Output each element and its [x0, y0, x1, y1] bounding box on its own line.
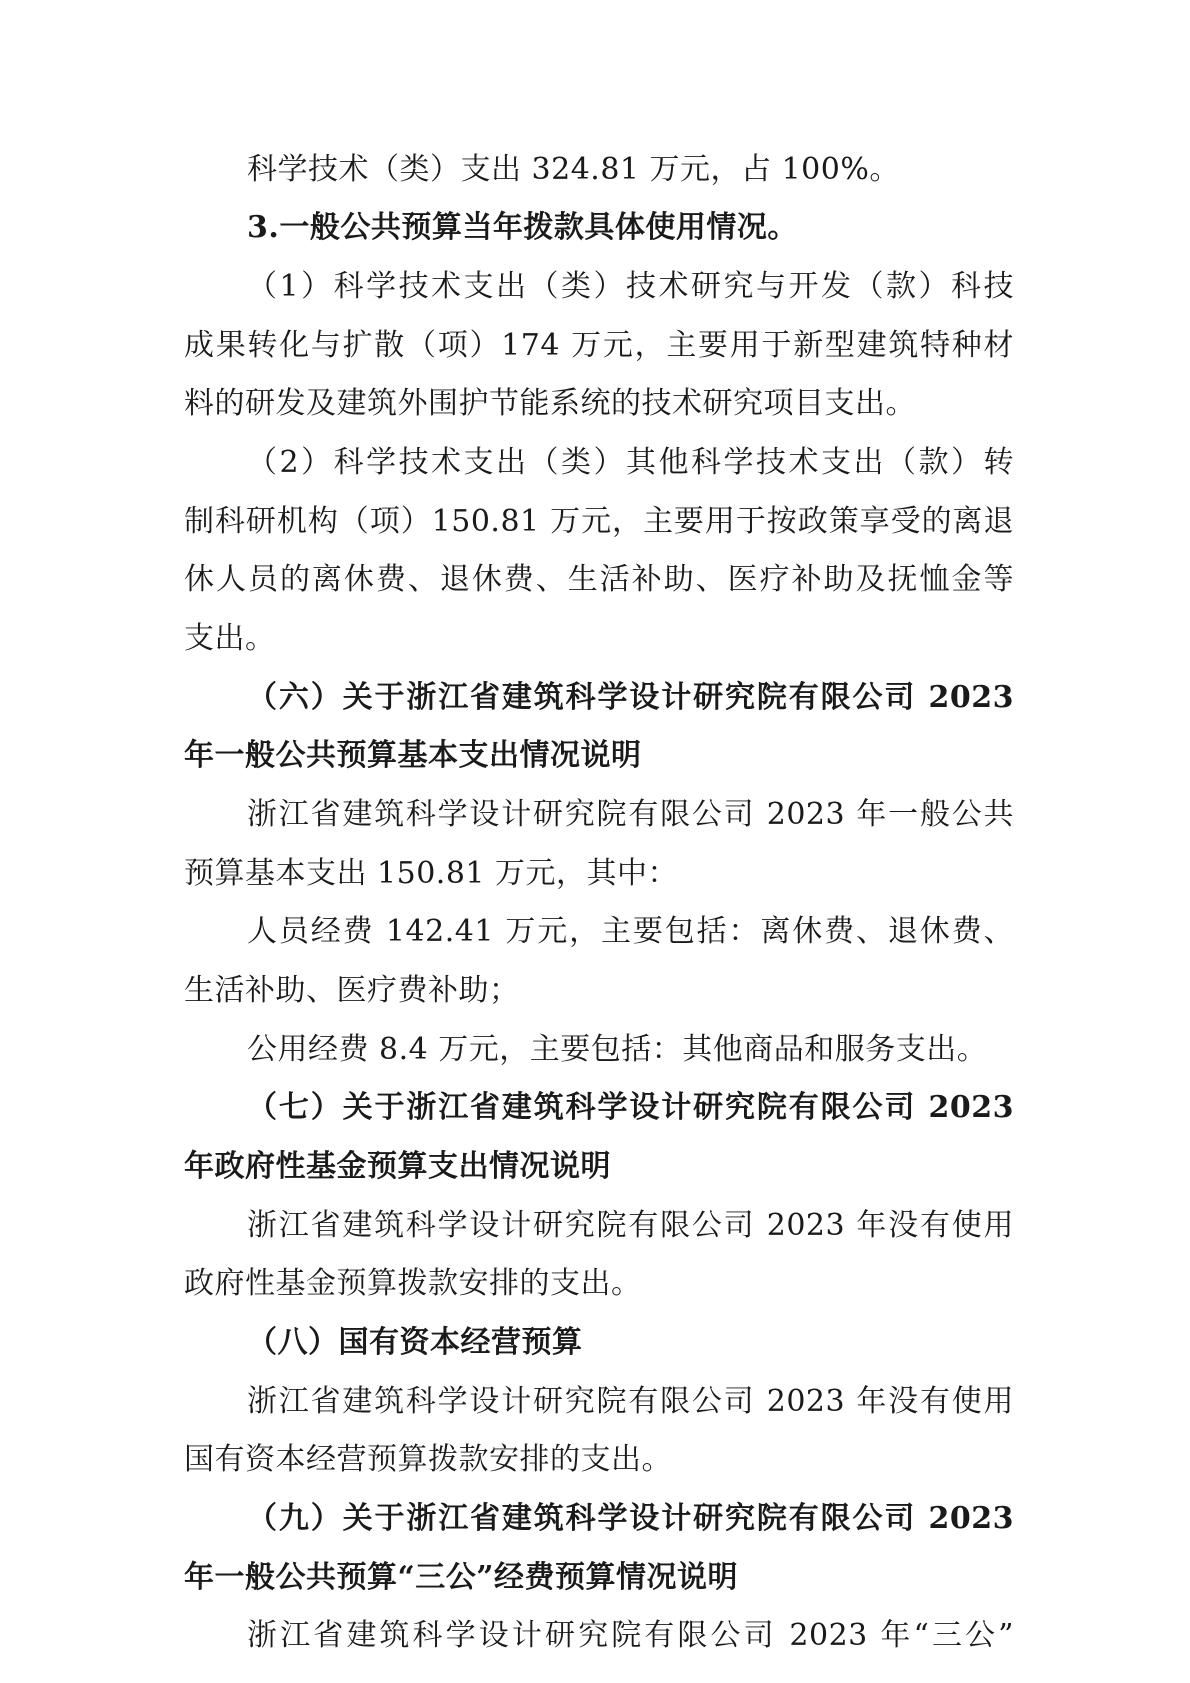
paragraph-line: 浙江省建筑科学设计研究院有限公司 2023 年没有使用	[247, 1208, 1014, 1243]
paragraph-line: 生活补助、医疗费补助；	[184, 973, 520, 1008]
paragraph-line: 国有资本经营预算拨款安排的支出。	[184, 1442, 672, 1477]
section-heading: （七）关于浙江省建筑科学设计研究院有限公司 2023	[247, 1090, 1014, 1125]
paragraph-line: 公用经费 8.4 万元，主要包括：其他商品和服务支出。	[247, 1032, 988, 1067]
paragraph-line: 浙江省建筑科学设计研究院有限公司 2023 年没有使用	[247, 1384, 1014, 1419]
paragraph-line: 料的研发及建筑外围护节能系统的技术研究项目支出。	[184, 386, 916, 421]
paragraph-line: （2）科学技术支出（类）其他科学技术支出（款）转	[247, 445, 1014, 480]
paragraph-line: 支出。	[184, 621, 276, 656]
paragraph-line: 成果转化与扩散（项）174 万元，主要用于新型建筑特种材	[184, 328, 1014, 363]
paragraph-line: 科学技术（类）支出 324.81 万元，占 100%。	[247, 152, 900, 187]
paragraph-line: 预算基本支出 150.81 万元，其中：	[184, 856, 679, 891]
section-heading: 年一般公共预算基本支出情况说明	[184, 738, 642, 773]
paragraph-line: 休人员的离休费、退休费、生活补助、医疗补助及抚恤金等	[184, 562, 1014, 597]
section-heading: （八）国有资本经营预算	[247, 1325, 583, 1360]
paragraph-line: 人员经费 142.41 万元，主要包括：离休费、退休费、	[247, 914, 1014, 949]
section-heading: （六）关于浙江省建筑科学设计研究院有限公司 2023	[247, 680, 1014, 715]
paragraph-line: （1）科学技术支出（类）技术研究与开发（款）科技	[247, 269, 1014, 304]
section-heading: 年一般公共预算“三公”经费预算情况说明	[184, 1560, 739, 1595]
section-heading: 3.一般公共预算当年拨款具体使用情况。	[247, 210, 798, 245]
paragraph-line: 制科研机构（项）150.81 万元，主要用于按政策享受的离退	[184, 504, 1014, 539]
section-heading: 年政府性基金预算支出情况说明	[184, 1149, 611, 1184]
paragraph-line: 浙江省建筑科学设计研究院有限公司 2023 年“三公”	[247, 1618, 1014, 1653]
section-heading: （九）关于浙江省建筑科学设计研究院有限公司 2023	[247, 1501, 1014, 1536]
paragraph-line: 政府性基金预算拨款安排的支出。	[184, 1266, 642, 1301]
paragraph-line: 浙江省建筑科学设计研究院有限公司 2023 年一般公共	[247, 797, 1014, 832]
